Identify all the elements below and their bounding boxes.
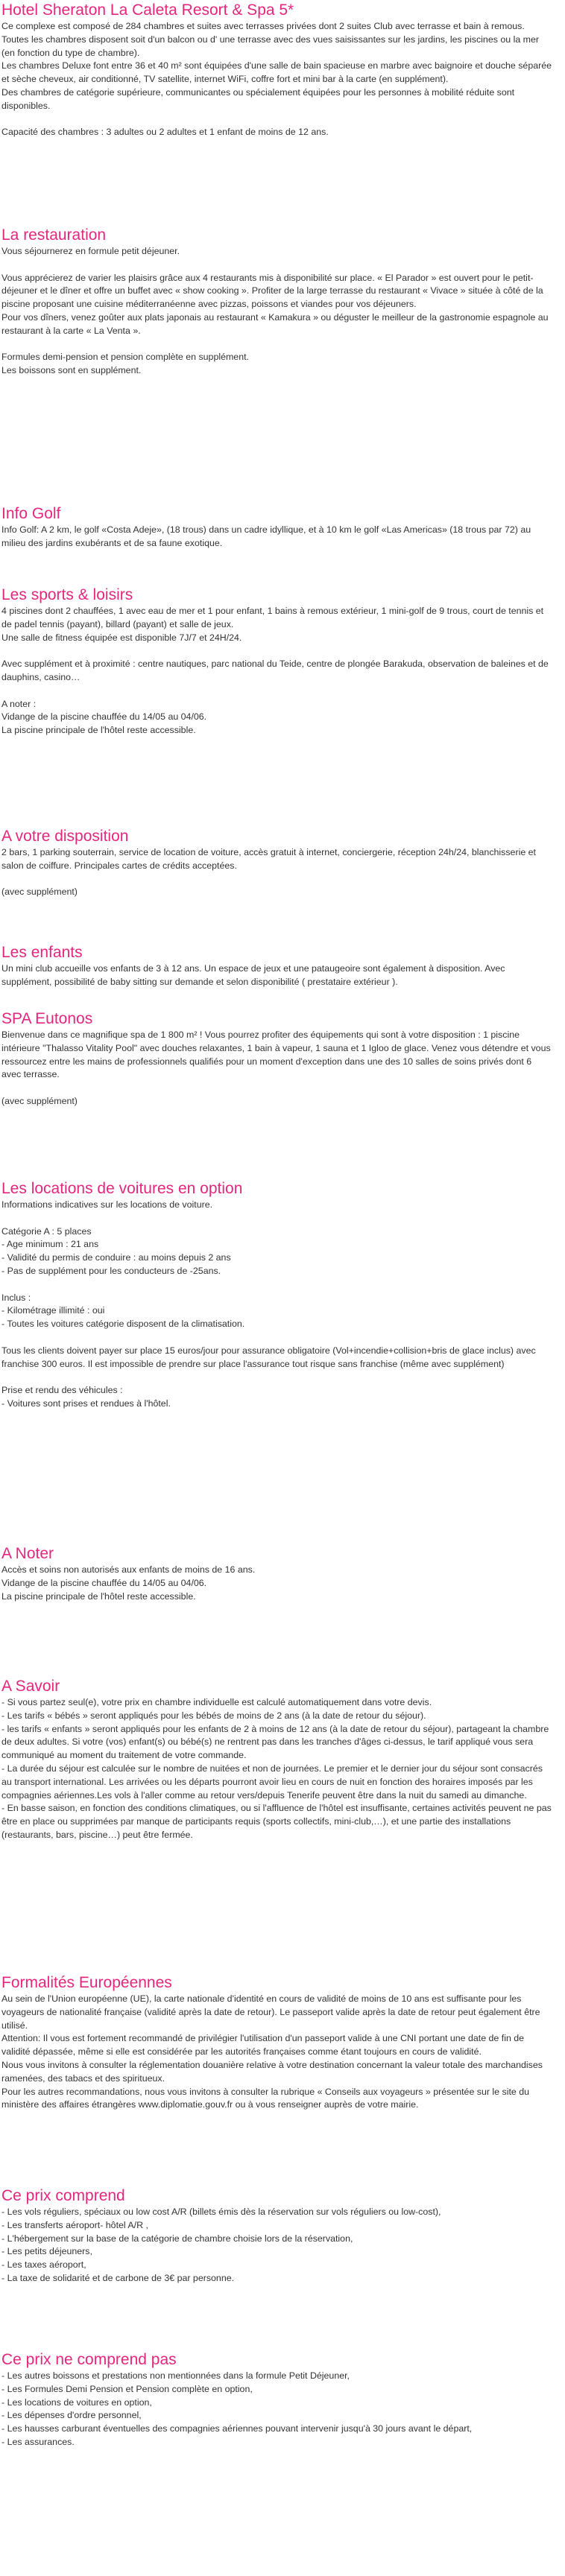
section-hotel (1, 0, 553, 139)
section-title: A votre disposition (1, 828, 129, 845)
body-text: Accès et soins non autorisés aux enfants de moins de 16 ans. (1, 1564, 256, 1575)
blank-line (1, 1278, 553, 1292)
body-text: - Les locations de voitures en option, (1, 2396, 152, 2408)
section-ne-comprend (1, 2350, 553, 2449)
body-text: Bienvenue dans ce magnifique spa de 1 800 m² ! Vous pourrez profiter des équipements qui sont à votre disposition : 1 piscine intérieure "Thalasso Vitality Pool" avec douches relaxantes, 1 bain à vapeur, 1 sauna et 1 Igloo de glace. Venez vous détendre et vous ressourcez entre les mains de professionnels qualifiés pour un moment d'exception dans une des 10 salles de soins privés dont 6 avec terrasse. (1, 1030, 551, 1080)
body-text: - Les tarifs « bébés » seront appliqués pour les bébés de moins de 2 ans (à la date de retour du séjour). (1, 1710, 426, 1721)
body-text: Informations indicatives sur les locations de voiture. (1, 1199, 213, 1210)
body-text: - En basse saison, en fonction des conditions climatiques, ou si l'affluence de l'hôtel est insuffisante, certaines activités peuvent ne pas être en place ou supprimées par manque de participants requis (sports collectifs, mini-club,…), et une partie des installations (restaurants, bars, piscine…) peut être fermée. (1, 1803, 552, 1840)
section-body (1, 1564, 553, 1603)
section-formalites (1, 1973, 553, 2112)
section-body (1, 846, 553, 899)
body-text: - Age minimum : 21 ans (1, 1239, 99, 1250)
body-text: - Les Formules Demi Pension et Pension complète en option, (1, 2383, 253, 2394)
section-body (1, 1993, 553, 2112)
blank-line (1, 1331, 553, 1345)
body-text: - les tarifs « enfants » seront appliqués pour les enfants de 2 à moins de 12 ans (à la date de retour du séjour), partageant la chambre de deux adultes. Si votre (vos) enfant(s) ou bébé(s) ne rentrent pas dans les tranches d'âges ci-dessus, le tarif appliqué vous sera communiqué au moment du traitement de votre commande. (1, 1723, 549, 1761)
section-body (1, 20, 553, 139)
section-title: Ce prix comprend (1, 2187, 125, 2204)
section-title: Les locations de voitures en option (1, 1180, 243, 1197)
body-text: Pour vos dîners, venez goûter aux plats japonais au restaurant « Kamakura » ou déguster le meilleur de la gastronomie espagnole au restaurant à la carte « La Venta ». (1, 311, 549, 336)
body-text: - La durée du séjour est calculée sur le nombre de nuitées et non de journées. Le premier et le dernier jour du séjour sont consacrés au transport international. Les arrivées ou les départs pourront avoir lieu en cours de nuit en fonction des horaires imposés par les compagnies aériennes.Les vols à l'aller comme au retour vers/depuis Tenerife peuvent être dans la nuit du samedi au dimanche. (1, 1763, 543, 1801)
section-body (1, 605, 553, 737)
section-enfants (1, 942, 553, 989)
body-text: Des chambres de catégorie supérieure, communicantes ou spécialement équipées pour les personnes à mobilité réduite sont disponibles. (1, 86, 515, 111)
blank-line (1, 644, 553, 658)
body-text: - Les autres boissons et prestations non mentionnées dans la formule Petit Déjeuner, (1, 2370, 350, 2381)
section-title: SPA Eutonos (1, 1010, 93, 1027)
body-text: Info Golf: A 2 km, le golf «Costa Adeje», (18 trous) dans un cadre idyllique, et à 10 km le golf «Las Americas» (18 trous par 72) au milieu des jardins exubérants et de sa faune exotique. (1, 524, 531, 548)
section-body (1, 962, 553, 989)
body-text: Tous les clients doivent payer sur place 15 euros/jour pour assurance obligatoire (Vol+incendie+collision+bris de glace inclus) avec franchise 300 euros. Il est impossible de prendre sur place l'assurance tout risque sans franchise (même avec supplément) (1, 1345, 536, 1369)
body-text: Vous apprécierez de varier les plaisirs grâce aux 4 restaurants mis à disponibilité sur place. « El Parador » est ouvert pour le petit-déjeuner et le dîner et offre un buffet avec « show cooking ». Profiter de la large terrasse du restaurant « Vivace » située à côté de la piscine proposant une cuisine méditerranéenne avec pizzas, poissons et viandes pour vos déjeuners. (1, 272, 543, 310)
blank-line (1, 1082, 553, 1095)
body-text: - Validité du permis de conduire : au moins depuis 2 ans (1, 1252, 231, 1263)
body-text: La piscine principale de l'hôtel reste accessible. (1, 725, 196, 736)
body-text: Vidange de la piscine chauffée du 14/05 au 04/06. (1, 1577, 207, 1588)
section-body (1, 524, 553, 551)
section-title: Hotel Sheraton La Caleta Resort & Spa 5* (1, 1, 294, 19)
body-text: Catégorie A : 5 places (1, 1225, 92, 1237)
body-text: Ce complexe est composé de 284 chambres et suites avec terrasses privées dont 2 suites Club avec terrasse et bain à remous. Toutes les chambres disposent soit d'un balcon ou d' une terrasse avec des vues saisissantes sur les jardins, les piscines ou la mer (en fonction du type de chambre). (1, 21, 540, 58)
section-title: Ce prix ne comprend pas (1, 2351, 177, 2368)
body-text: Vidange de la piscine chauffée du 14/05 au 04/06. (1, 711, 207, 723)
body-text: Un mini club accueille vos enfants de 3 à 12 ans. Un espace de jeux et une pataugeoire sont également à disposition. Avec supplément, possibilité de baby sitting sur demande et selon disponibilité ( prestataire extérieur ). (1, 963, 505, 987)
body-text: - La taxe de solidarité et de carbone de 3€ par personne. (1, 2272, 235, 2283)
body-text: - Les assurances. (1, 2436, 75, 2447)
blank-line (1, 113, 553, 127)
section-body (1, 1029, 553, 1108)
section-disposition (1, 826, 553, 899)
section-title: A Savoir (1, 1678, 60, 1695)
blank-line (1, 873, 553, 886)
body-text: Au sein de l'Union européenne (UE), la carte nationale d'identité en cours de validité de moins de 10 ans est suffisante pour les voyageurs de nationalité française (validité après la date de retour). Le passeport valide après la date de retour peut également être utilisé. (1, 1993, 540, 2031)
body-text: Inclus : (1, 1292, 31, 1303)
blank-line (1, 338, 553, 352)
section-savoir (1, 1676, 553, 1842)
blank-line (1, 1212, 553, 1225)
section-body (1, 1696, 553, 1842)
section-sports (1, 585, 553, 737)
body-text: Avec supplément et à proximité : centre nautiques, parc national du Teide, centre de plongée Barakuda, observation de baleines et de dauphins, casino… (1, 659, 549, 682)
body-text: Nous vous invitons à consulter la réglementation douanière relative à votre destination concernant la valeur totale des marchandises ramenées, des tabacs et des spiritueux. (1, 2059, 543, 2084)
section-title: La restauration (1, 226, 107, 244)
body-text: Formules demi-pension et pension complète en supplément. (1, 352, 249, 363)
section-voitures (1, 1178, 553, 1411)
section-body (1, 2370, 553, 2449)
body-text: Capacité des chambres : 3 adultes ou 2 adultes et 1 enfant de moins de 12 ans. (1, 127, 329, 138)
section-title: A Noter (1, 1545, 54, 1562)
body-text: - Pas de supplément pour les conducteurs de -25ans. (1, 1265, 221, 1276)
blank-line (1, 1371, 553, 1384)
body-text: 2 bars, 1 parking souterrain, service de location de voiture, accès gratuit à internet, conciergerie, réception 24h/24, blanchisserie et salon de coiffure. Principales cartes de crédits acceptées. (1, 847, 536, 871)
section-title: Formalités Européennes (1, 1974, 172, 1991)
blank-line (1, 258, 553, 272)
body-text: (avec supplément) (1, 886, 78, 898)
body-text: A noter : (1, 698, 37, 709)
body-text: (avec supplément) (1, 1095, 78, 1106)
section-title: Les enfants (1, 944, 83, 961)
section-body (1, 2206, 553, 2285)
body-text: 4 piscines dont 2 chauffées, 1 avec eau de mer et 1 pour enfant, 1 bains à remous extérieur, 1 mini-golf de 9 trous, court de tennis et de padel tennis (payant), billard (payant) et salle de jeux. (1, 606, 544, 629)
blank-line (1, 685, 553, 698)
section-title: Info Golf (1, 505, 61, 522)
body-text: - Si vous partez seul(e), votre prix en chambre individuelle est calculé automatiquement dans votre devis. (1, 1697, 432, 1707)
body-text: - Les vols réguliers, spéciaux ou low cost A/R (billets émis dès la réservation sur vols réguliers ou low-cost), (1, 2207, 441, 2217)
section-spa (1, 1009, 553, 1108)
body-text: - L'hébergement sur la base de la catégorie de chambre choisie lors de la réservation, (1, 2233, 353, 2244)
body-text: Vous séjournerez en formule petit déjeuner. (1, 246, 180, 256)
body-text: - Voitures sont prises et rendues à l'hôtel. (1, 1398, 171, 1409)
body-text: - Les taxes aéroport, (1, 2259, 86, 2271)
section-noter (1, 1544, 553, 1603)
body-text: Les chambres Deluxe font entre 36 et 40 m² sont équipées d'une salle de bain spacieuse en marbre avec baignoire et douche séparée et sèche cheveux, air conditionné, TV satellite, internet WiFi, coffre fort et mini bar à la carte (en supplément). (1, 60, 552, 85)
section-golf (1, 504, 553, 551)
body-text: - Les dépenses d'ordre personnel, (1, 2410, 142, 2421)
section-title: Les sports & loisirs (1, 586, 133, 603)
body-text: - Toutes les voitures catégorie disposent de la climatisation. (1, 1319, 245, 1330)
section-body (1, 245, 553, 378)
body-text: - Les transferts aéroport- hôtel A/R , (1, 2219, 148, 2230)
body-text: - Les hausses carburant éventuelles des compagnies aériennes pouvant intervenir jusqu'à 30 jours avant le départ, (1, 2423, 473, 2434)
body-text: Pour les autres recommandations, nous vous invitons à consulter la rubrique « Conseils aux voyageurs » présentée sur le site du ministère des affaires étrangères www.diplomatie.gouv.fr ou à vous renseigner auprès de votre mairie. (1, 2086, 530, 2110)
body-text: Prise et rendu des véhicules : (1, 1385, 123, 1396)
body-text: Les boissons sont en supplément. (1, 365, 142, 376)
body-text: La piscine principale de l'hôtel reste accessible. (1, 1590, 196, 1602)
body-text: - Les petits déjeuners, (1, 2246, 92, 2257)
section-restauration (1, 225, 553, 378)
section-body (1, 1199, 553, 1411)
body-text: - Kilométrage illimité : oui (1, 1305, 105, 1316)
body-text: Une salle de fitness équipée est disponible 7J/7 et 24H/24. (1, 632, 242, 643)
body-text: Attention: Il vous est fortement recommandé de privilégier l'utilisation d'un passeport valide à une CNI portant une date de fin de validité dépassée, même si elle est considérée par les autorités françaises comme étant toujours en cours de validité. (1, 2033, 525, 2058)
section-comprend (1, 2186, 553, 2285)
